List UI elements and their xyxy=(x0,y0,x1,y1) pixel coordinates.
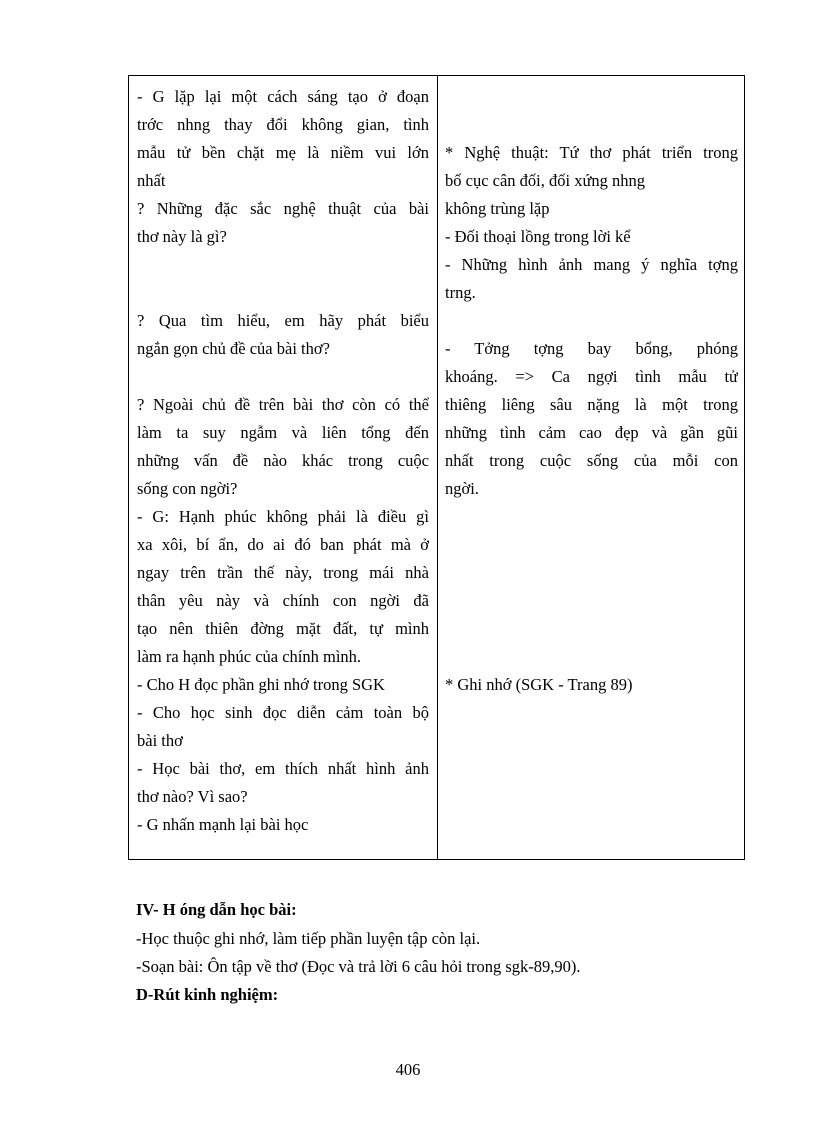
table-text-line: nhất trong cuộc sống của mỗi con xyxy=(445,451,738,470)
table-text-line: sống con ngời? xyxy=(137,479,238,498)
table-text-line: - Học bài thơ, em thích nhất hình ảnh xyxy=(137,759,429,778)
table-text-line: trng. xyxy=(445,283,476,302)
table-text-line: nhất xyxy=(137,171,166,190)
table-text-line: * Ghi nhớ (SGK - Trang 89) xyxy=(445,675,633,694)
table-text-line: - Tởng tợng bay bổng, phóng xyxy=(445,339,738,358)
table-text-line: bố cục cân đối, đối xứng nhng xyxy=(445,171,646,190)
table-text-line: ngời. xyxy=(445,479,479,498)
column-divider xyxy=(437,76,438,859)
table-text-line: * Nghệ thuật: Tứ thơ phát triển trong xyxy=(445,143,738,162)
table-text-line: bài thơ xyxy=(137,731,183,750)
table-text-line: ngay trên trần thế này, trong mái nhà xyxy=(137,563,429,582)
table-text-line: xa xôi, bí ẩn, do ai đó ban phát mà ở xyxy=(137,535,429,554)
table-text-line: làm ra hạnh phúc của chính mình. xyxy=(137,647,362,666)
table-text-line: khoáng. => Ca ngợi tình mẫu tử xyxy=(445,367,738,386)
table-text-line: ? Những đặc sắc nghệ thuật của bài xyxy=(137,199,429,218)
table-text-line: thơ này là gì? xyxy=(137,227,227,246)
table-text-line: những vấn đề nào khác trong cuộc xyxy=(137,451,429,470)
table-text-line: ngắn gọn chủ đề của bài thơ? xyxy=(137,339,330,358)
table-text-line: - G: Hạnh phúc không phải là điều gì xyxy=(137,507,429,526)
homework-line: -Soạn bài: Ôn tập về thơ (Đọc và trả lời 6 câu hỏi trong sgk-89,90). xyxy=(136,957,581,976)
table-text-line: - Những hình ảnh mang ý nghĩa tợng xyxy=(445,255,738,274)
table-text-line: làm ta suy ngẫm và liên tổng đến xyxy=(137,423,429,442)
table-text-line: tạo nên thiên đờng mặt đất, tự mình xyxy=(137,619,429,638)
page-number: 406 xyxy=(395,1060,421,1079)
homework-line: -Học thuộc ghi nhớ, làm tiếp phần luyện tập còn lại. xyxy=(136,929,481,948)
table-text-line: thơ nào? Vì sao? xyxy=(137,787,248,806)
table-text-line: ? Ngoài chủ đề trên bài thơ còn có thể xyxy=(137,395,429,414)
table-text-line: - Cho học sinh đọc diễn cảm toàn bộ xyxy=(137,703,429,722)
section-heading: IV- H óng dẫn học bài: xyxy=(136,900,297,919)
table-text-line: thân yêu này và chính con ngời đã xyxy=(137,591,429,610)
table-text-line: - G lặp lại một cách sáng tạo ở đoạn xyxy=(137,87,429,106)
table-text-line: thiêng liêng sâu nặng là một trong xyxy=(445,395,738,414)
table-text-line: mẫu tử bền chặt mẹ là niềm vui lớn xyxy=(137,143,429,162)
lesson-table xyxy=(128,75,745,860)
table-text-line: trớc nhng thay đổi không gian, tình xyxy=(137,115,429,134)
table-text-line: - G nhấn mạnh lại bài học xyxy=(137,815,309,834)
table-text-line: những tình cảm cao đẹp và gần gũi xyxy=(445,423,738,442)
table-text-line: - Đối thoại lồng trong lời kể xyxy=(445,227,631,246)
table-text-line: - Cho H đọc phần ghi nhớ trong SGK xyxy=(137,675,385,694)
table-text-line: không trùng lặp xyxy=(445,199,550,218)
experience-heading: D-Rút kinh nghiệm: xyxy=(136,985,279,1004)
table-text-line: ? Qua tìm hiểu, em hãy phát biểu xyxy=(137,311,429,330)
